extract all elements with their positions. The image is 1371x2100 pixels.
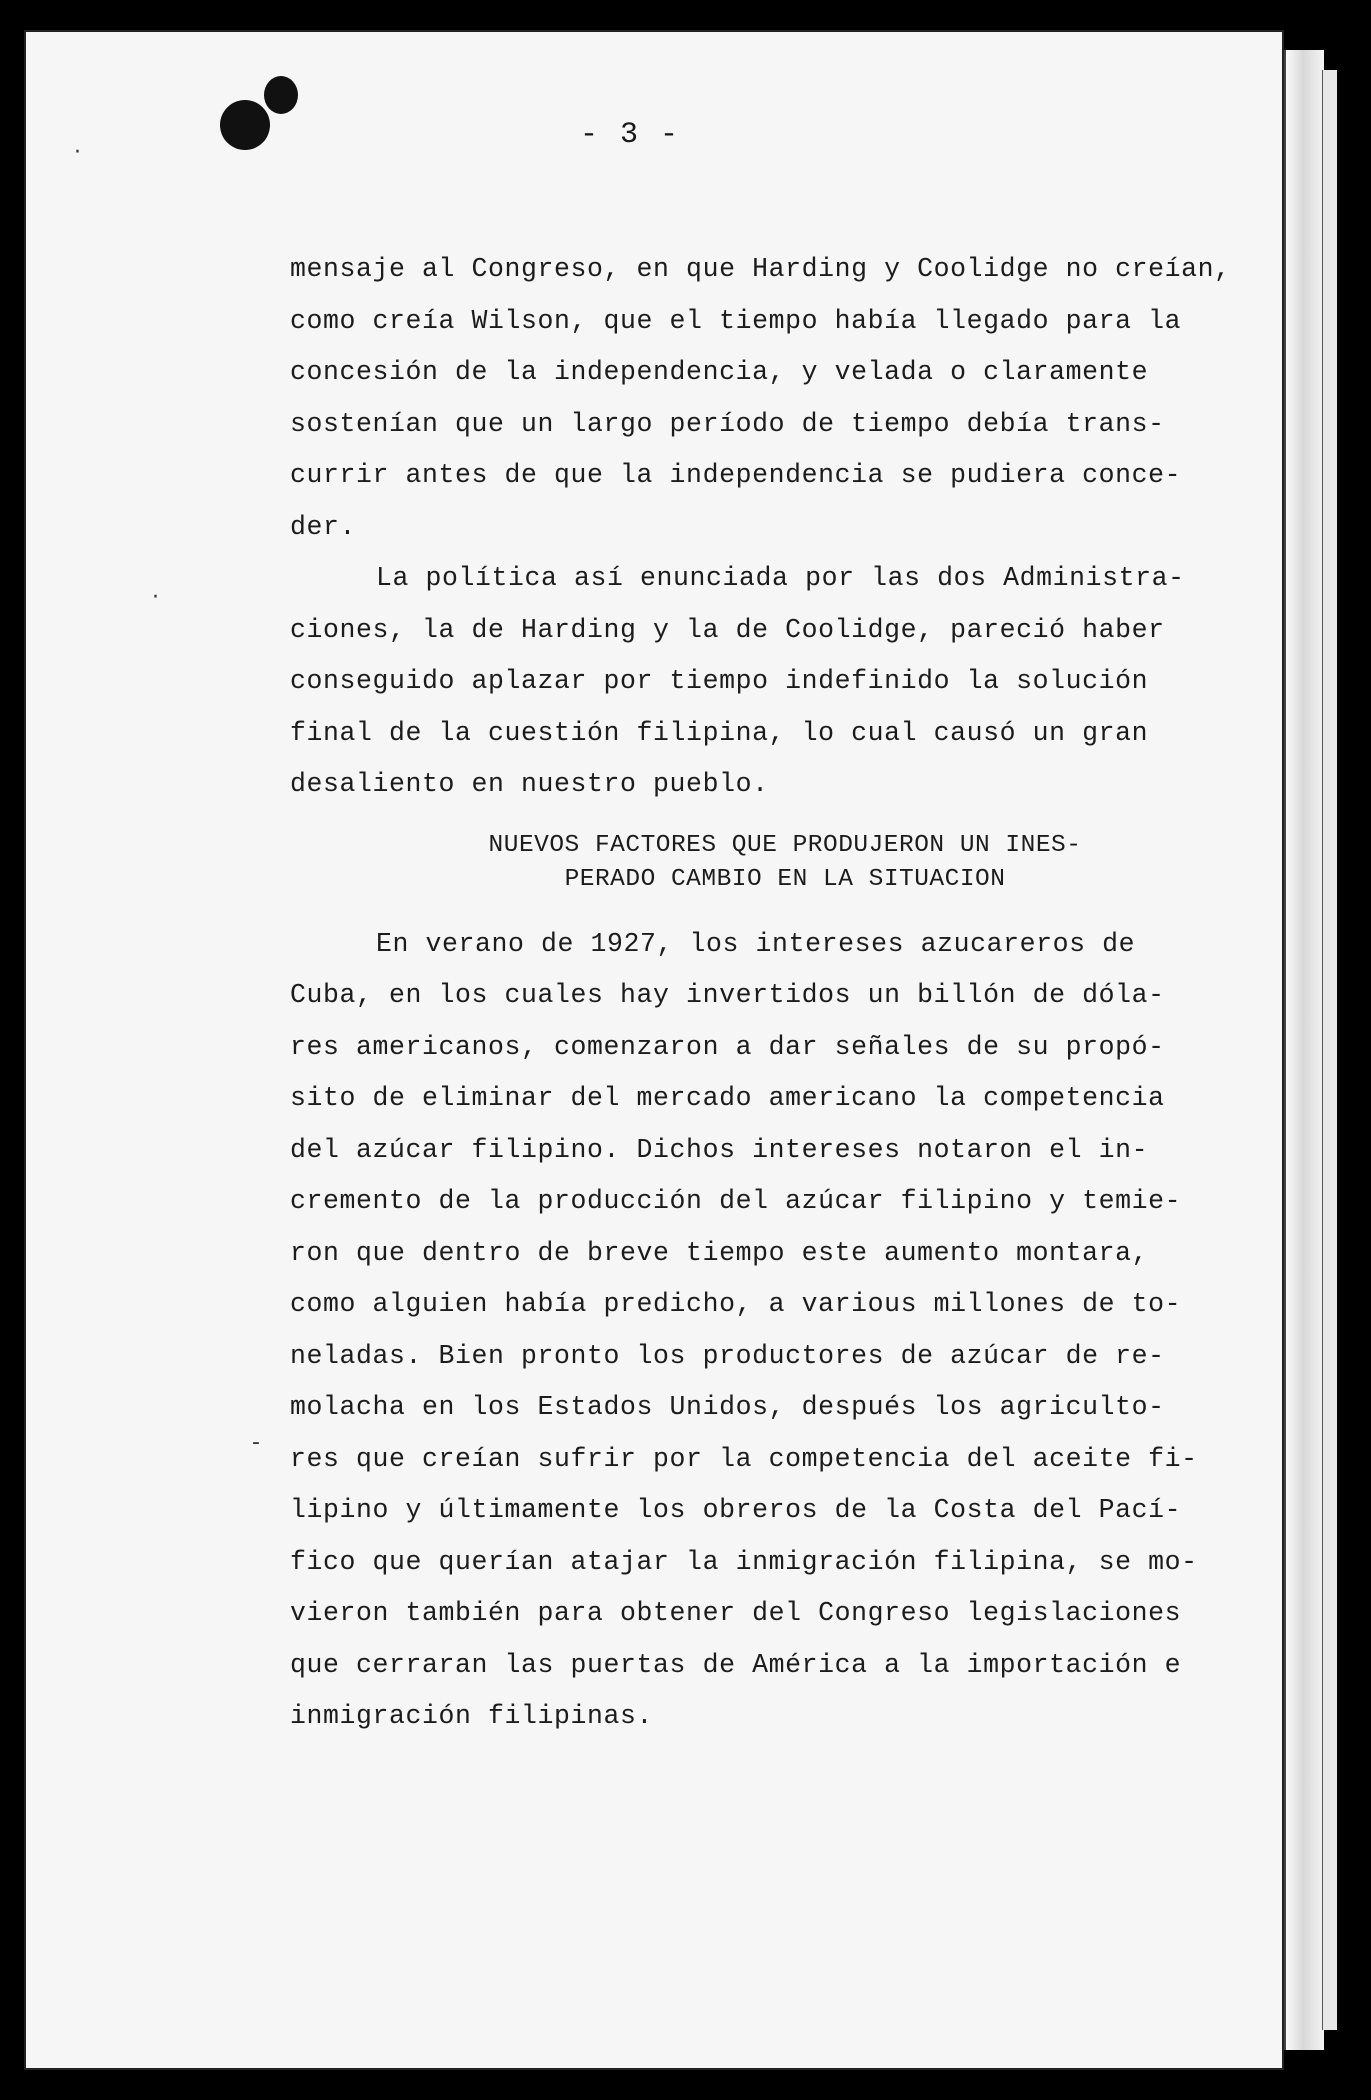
section-heading [290,829,1190,897]
text-line: Cuba, en los cuales hay invertidos un billón de dóla- [290,980,1165,1010]
text-line: que cerraran las puertas de América a la importación e [290,1649,1182,1680]
paragraph-2 [290,553,1190,811]
text-line: currir antes de que la independencia se pudiera conce- [290,460,1182,490]
text-line: como alguien había predicho, a various millones de to- [290,1289,1182,1319]
text-line: ciones, la de Harding y la de Coolidge, pareció haber [290,614,1165,645]
text-line: mensaje al Congreso, en que Harding y Coolidge no creían, [290,254,1231,284]
page-edge-shadow [1284,50,1324,2050]
text-line: der. [290,511,357,542]
text-line: fico que querían atajar la inmigración filipina, se mo- [290,1546,1198,1577]
text-line: concesión de la independencia, y velada o claramente [290,357,1149,387]
page-number: - 3 - [579,118,680,152]
ink-blot-small-icon [264,76,298,114]
heading-line: NUEVOS FACTORES QUE PRODUJERON UN INES- [488,831,1082,859]
text-line: res que creían sufrir por la competencia del aceite fi- [290,1443,1198,1474]
text-line: lipino y últimamente los obreros de la Costa del Pací- [290,1495,1182,1525]
ink-blot-icon [220,100,270,150]
text-line: conseguido aplazar por tiempo indefinido la solución [290,666,1149,696]
paragraph-1 [290,244,1231,553]
text-line: sostenían que un largo período de tiempo debía trans- [290,408,1165,439]
text-line: molacha en los Estados Unidos, después los agriculto- [290,1392,1165,1422]
paragraph-3 [290,919,1198,1743]
margin-dot-icon: · [74,140,81,165]
document-body [290,244,1231,1743]
text-line: vieron también para obtener del Congreso legislaciones [290,1598,1182,1628]
text-line: inmigración filipinas. [290,1701,654,1731]
margin-tick-icon: - [252,1430,260,1455]
text-line: La política así enunciada por las dos Administra- [376,563,1185,593]
margin-dot-icon: · [152,585,159,610]
text-line: final de la cuestión filipina, lo cual causó un gran [290,717,1149,748]
text-line: En verano de 1927, los intereses azucareros de [376,928,1136,959]
heading-line: PERADO CAMBIO EN LA SITUACION [564,865,1006,893]
text-line: sito de eliminar del mercado americano la competencia [290,1083,1165,1113]
text-line: res americanos, comenzaron a dar señales de su propó- [290,1031,1165,1062]
page-edge-shadow-back [1322,70,1337,2030]
text-line: como creía Wilson, que el tiempo había llegado para la [290,305,1182,336]
text-line: neladas. Bien pronto los productores de azúcar de re- [290,1340,1165,1371]
text-line: desaliento en nuestro pueblo. [290,769,769,799]
text-line: ron que dentro de breve tiempo este aumento montara, [290,1237,1149,1268]
text-line: cremento de la producción del azúcar filipino y temie- [290,1186,1182,1216]
text-line: del azúcar filipino. Dichos intereses notaron el in- [290,1134,1149,1165]
